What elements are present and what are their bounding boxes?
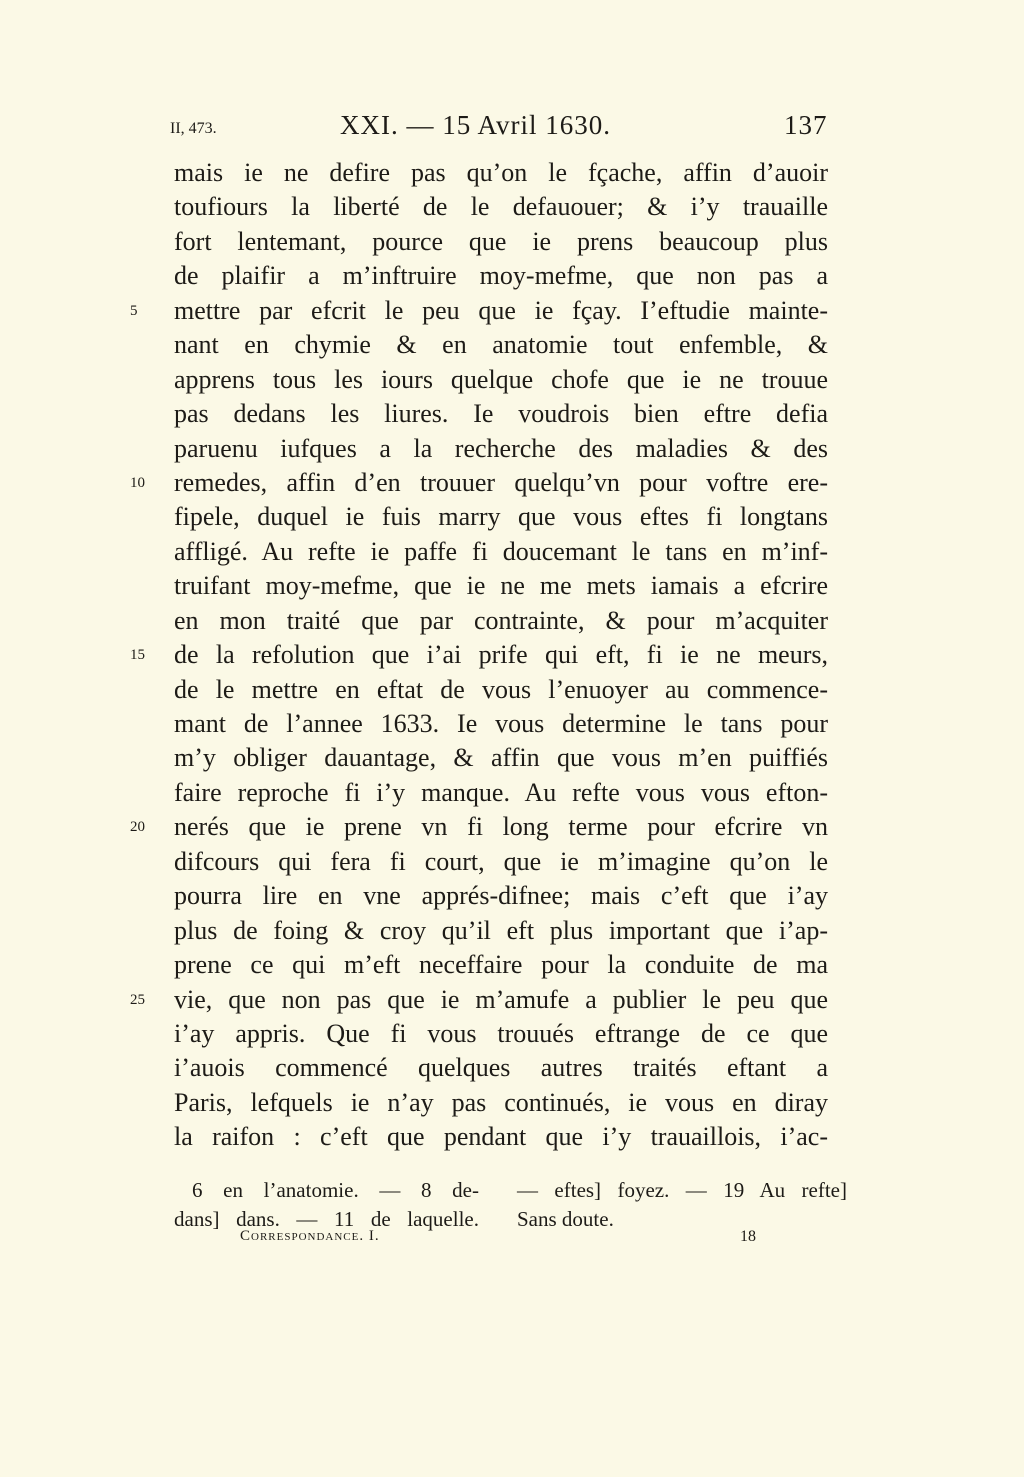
line-number: 5 [130,302,138,319]
text-line [130,638,828,672]
text-line [174,1120,828,1154]
line-text: vie, que non pas que ie m’amufe a publier le peu que [174,984,828,1014]
footnote-line: Sans doute. [517,1207,614,1231]
text-line [174,569,828,603]
line-text: de le mettre en eftat de vous l’enuoyer au commence- [174,674,828,704]
text-line [174,673,828,707]
text-line [174,741,828,775]
line-text: prene ce qui m’eft neceffaire pour la conduite de ma [174,950,828,980]
text-line [174,156,828,190]
line-text: truifant moy-mefme, que ie ne me mets iamais a efcrire [174,571,828,601]
line-number: 25 [130,991,145,1008]
text-line [174,363,828,397]
text-line [130,466,828,500]
text-line [174,707,828,741]
text-line [174,604,828,638]
line-text: apprens tous les iours quelque chofe que ie ne trouue [174,364,828,394]
text-line [174,948,828,982]
line-text: pourra lire en vne apprés-difnee; mais c’eft que i’ay [174,881,828,911]
text-line [174,328,828,362]
line-text: plus de foing & croy qu’il eft plus important que i’ap- [174,915,828,945]
text-line [174,845,828,879]
page-number: 137 [784,110,828,140]
signature-mark: Correspondance. I. [240,1228,380,1244]
footnotes-right-column [517,1176,847,1234]
line-text: pas dedans les liures. Ie voudrois bien eftre defia [174,399,828,429]
line-number: 15 [130,647,145,664]
footnote-line: — eftes] foyez. — 19 Au refte] [517,1178,847,1202]
line-text: toufiours la liberté de le defauouer; & i’y trauaille [174,192,828,222]
running-header [0,110,1024,150]
line-text: nant en chymie & en anatomie tout enfemble, & [174,330,828,360]
text-line [174,1051,828,1085]
text-line [130,810,828,844]
line-text: faire reproche fi i’y manque. Au refte vous vous efton- [174,777,828,807]
line-number: 10 [130,474,145,491]
line-text: paruenu iufques a la recherche des maladies & des [174,433,828,463]
text-line [174,225,828,259]
line-text: mais ie ne defire pas qu’on le fçache, affin d’auoir [174,158,828,187]
line-text: Paris, lefquels ie n’ay pas continués, ie vous en diray [174,1087,828,1117]
footnotes-left-column [174,1176,479,1234]
footnote-line: dans] dans. — 11 de laquelle. [174,1207,479,1231]
text-line [130,294,828,328]
text-line [130,983,828,1017]
letter-body [130,156,828,1155]
line-text: de plaifir a m’inftruire moy-mefme, que non pas a [174,261,828,291]
line-text: i’auois commencé quelques autres traités eftant a [174,1053,828,1083]
line-text: en mon traité que par contrainte, & pour m’acquiter [174,605,828,635]
header-reference: II, 473. [170,120,217,137]
text-line [174,259,828,293]
line-text: nerés que ie prene vn fi long terme pour efcrire vn [174,812,828,842]
line-text: i’ay appris. Que fi vous trouués eftrange de ce que [174,1018,828,1048]
text-line [174,190,828,224]
header-title: XXI. — 15 Avril 1630. [340,110,611,140]
text-line [174,879,828,913]
line-number: 20 [130,819,145,836]
footnote-line: 6 en l’anatomie. — 8 de- [192,1178,479,1202]
line-text: de la refolution que i’ai prife qui eft, fi ie ne meurs, [174,640,828,670]
text-line [174,432,828,466]
text-line [174,397,828,431]
line-text: mant de l’annee 1633. Ie vous determine le tans pour [174,709,828,738]
text-line [174,1086,828,1120]
line-text: mettre par efcrit le peu que ie fçay. I’eftudie mainte- [174,295,828,325]
text-line [174,1017,828,1051]
text-line [174,535,828,569]
sheet-number: 18 [740,1228,756,1245]
line-text: difcours qui fera fi court, que ie m’imagine qu’on le [174,846,828,876]
line-text: remedes, affin d’en trouuer quelqu’vn pour voftre ere- [174,467,828,497]
line-text: affligé. Au refte ie paffe fi doucemant le tans en m’inf- [174,536,828,566]
text-line [174,500,828,534]
text-line [174,914,828,948]
line-text: fort lentemant, pource que ie prens beaucoup plus [174,226,828,256]
line-text: la raifon : c’eft que pendant que i’y trauaillois, i’ac- [174,1122,828,1152]
line-text: fipele, duquel ie fuis marry que vous eftes fi longtans [174,502,828,532]
line-text: m’y obliger dauantage, & affin que vous m’en puiffiés [174,743,828,773]
text-line [174,776,828,810]
